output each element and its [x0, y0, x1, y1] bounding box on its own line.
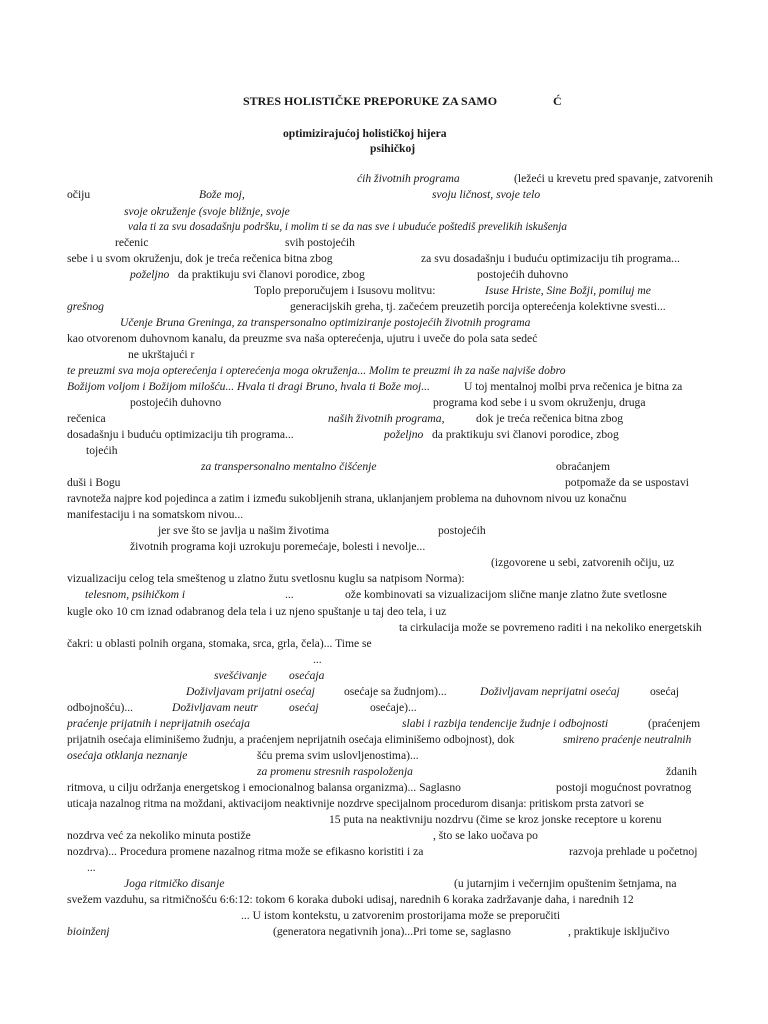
- text-fragment: svešćivanje: [214, 669, 267, 682]
- text-fragment: osećaja otklanja neznanje: [67, 749, 188, 762]
- text-fragment: postojećih: [438, 524, 486, 537]
- text-fragment: smireno praćenje neutralnih: [563, 734, 692, 746]
- text-fragment: Doživljavam neutr: [172, 701, 258, 714]
- text-fragment: ...: [313, 653, 322, 666]
- text-fragment: ...: [87, 861, 96, 874]
- text-fragment: ritmova, u cilju održanja energetskog i emocionalnog balansa organizma)... Saglasno: [67, 781, 461, 794]
- text-fragment: ždanih: [666, 765, 697, 778]
- text-fragment: (u jutarnjim i večernjim opuštenim šetnjama, na: [454, 877, 677, 890]
- text-fragment: poželjno: [130, 268, 170, 281]
- text-fragment: potpomaže da se uspostavi: [565, 476, 689, 489]
- text-fragment: svih postojećih: [285, 236, 355, 249]
- text-fragment: da praktikuju svi članovi porodice, zbog: [178, 268, 365, 281]
- text-fragment: Doživljavam neprijatni osećaj: [480, 685, 620, 698]
- text-fragment: Božijom voljom i Božijom milošću... Hvala ti dragi Bruno, hvala ti Bože moj...: [67, 380, 430, 393]
- text-fragment: ćih životnih programa: [357, 172, 460, 185]
- text-fragment: jer sve što se javlja u našim životima: [158, 524, 329, 537]
- text-fragment: (praćenjem: [648, 717, 701, 730]
- text-fragment: životnih programa koji uzrokuju poremećaje, bolesti i nevolje...: [130, 540, 426, 553]
- text-fragment: grešnog: [67, 300, 104, 313]
- text-fragment: rečenica: [67, 412, 106, 425]
- text-fragment: osećaja: [289, 669, 325, 682]
- text-fragment: , što se lako uočava po: [433, 829, 538, 842]
- text-fragment: osećaj: [289, 701, 319, 714]
- text-fragment: ta cirkulacija može se povremeno raditi i na nekoliko energetskih: [399, 621, 702, 634]
- text-fragment: poželjno: [384, 428, 424, 441]
- text-fragment: Isuse Hriste, Sine Božji, pomiluj me: [485, 284, 651, 297]
- text-fragment: nozdrva već za nekoliko minuta postiže: [67, 829, 251, 842]
- text-fragment: generacijskih greha, tj. začećem preuzetih porcija opterećenja kolektivne svesti...: [290, 300, 666, 313]
- text-fragment: čakri: u oblasti polnih organa, stomaka, srca, grla, čela)... Time se: [67, 637, 372, 650]
- text-fragment: U toj mentalnoj molbi prva rečenica je bitna za: [464, 380, 683, 393]
- text-fragment: ože kombinovati sa vizualizacijom slične manje zlatno žute svetlosne: [345, 588, 667, 601]
- text-fragment: rečenic: [115, 236, 149, 249]
- text-fragment: odbojnošću)...: [67, 701, 134, 714]
- text-fragment: dosadašnju i buduću optimizaciju tih programa...: [67, 428, 294, 441]
- text-fragment: svežem vazduhu, sa ritmičnošću 6:6:12: tokom 6 koraka duboki udisaj, narednih 6 koraka zadržavanje daha, i narednih 12: [67, 893, 634, 906]
- text-fragment: Bože moj,: [199, 188, 245, 201]
- text-fragment: svoje okruženje (svoje bližnje, svoje: [124, 205, 290, 218]
- document-subtitle-line1: optimizirajućoj holističkoj hijera: [283, 127, 447, 140]
- text-fragment: Toplo preporučujem i Isusovu molitvu:: [254, 284, 436, 297]
- text-fragment: vala ti za svu dosadašnju podršku, i molim ti se da nas sve i ubuduće poštediš prevelikih iskušenja: [128, 221, 567, 233]
- text-fragment: nozdrva)... Procedura promene nazalnog ritma može se efikasno koristiti i za: [67, 845, 424, 858]
- text-fragment: Doživljavam prijatni osećaj: [186, 685, 315, 698]
- text-fragment: postojećih duhovno: [477, 268, 569, 281]
- text-fragment: tojećih: [86, 444, 118, 457]
- text-fragment: te preuzmi sva moja opterećenja i opterećenja moga okruženja... Molim te preuzmi ih za naše najviše dobro: [67, 364, 566, 377]
- text-fragment: , praktikuje isključivo: [568, 925, 670, 938]
- text-fragment: vizualizaciju celog tela smeštenog u zlatno žutu svetlosnu kuglu sa natpisom Norma):: [67, 572, 465, 585]
- text-fragment: sebe i u svom okruženju, dok je treća rečenica bitna zbog: [67, 252, 333, 265]
- document-title: STRES HOLISTIČKE PREPORUKE ZA SAMO: [243, 94, 498, 108]
- document-title-suffix: Ć: [553, 94, 562, 108]
- text-fragment: bioinženj: [67, 925, 110, 938]
- text-fragment: (izgovorene u sebi, zatvorenih očiju, uz: [491, 556, 675, 569]
- text-fragment: (ležeći u krevetu pred spavanje, zatvorenih: [514, 172, 713, 185]
- text-fragment: za promenu stresnih raspoloženja: [257, 765, 413, 778]
- text-fragment: Učenje Bruna Greninga, za transpersonalno optimiziranje postojećih životnih programa: [120, 316, 531, 329]
- text-fragment: kao otvorenom duhovnom kanalu, da preuzme sva naša opterećenja, ujutru i uveče do pola sata sedeć: [67, 332, 538, 345]
- text-fragment: za svu dosadašnju i buduću optimizaciju tih programa...: [421, 252, 680, 265]
- text-fragment: svoju ličnost, svoje telo: [432, 188, 541, 201]
- text-fragment: očiju: [67, 188, 91, 201]
- text-fragment: manifestaciju i na somatskom nivou...: [67, 508, 244, 521]
- text-fragment: razvoja prehlade u početnoj: [569, 845, 698, 858]
- text-fragment: (generatora negativnih jona)...Pri tome se, saglasno: [273, 925, 511, 938]
- text-fragment: šću prema svim uslovljenostima)...: [257, 749, 419, 762]
- text-fragment: osećaje)...: [370, 701, 417, 714]
- text-fragment: naših životnih programa,: [328, 412, 445, 425]
- text-fragment: slabi i razbija tendencije žudnje i odbojnosti: [402, 717, 609, 730]
- text-fragment: osećaj: [650, 685, 679, 698]
- text-fragment: duši i Bogu: [67, 476, 121, 489]
- text-fragment: postojećih duhovno: [130, 396, 222, 409]
- text-fragment: osećaje sa žudnjom)...: [344, 685, 447, 698]
- text-fragment: prijatnih osećaja eliminišemo žudnju, a praćenjem neprijatnih osećaja eliminišemo odbojnost), dok: [67, 734, 515, 746]
- text-fragment: obraćanjem: [556, 460, 611, 473]
- text-fragment: ... U istom kontekstu, u zatvorenim prostorijama može se preporučiti: [241, 909, 561, 922]
- text-fragment: praćenje prijatnih i neprijatnih osećaja: [67, 717, 250, 730]
- text-fragment: da praktikuju svi članovi porodice, zbog: [432, 428, 619, 441]
- text-fragment: 15 puta na neaktivniju nozdrvu (čime se kroz jonske receptore u korenu: [329, 813, 662, 826]
- text-fragment: telesnom, psihičkom i: [85, 588, 186, 601]
- text-fragment: ne ukrštajući r: [128, 348, 195, 361]
- document-subtitle-line2: psihičkoj: [370, 142, 416, 155]
- text-fragment: postoji mogućnost povratnog: [556, 781, 692, 794]
- text-fragment: ravnoteža najpre kod pojedinca a zatim i između sukobljenih strana, uklanjanjem problema na duhovnom nivou uz konačnu: [67, 493, 627, 505]
- text-fragment: dok je treća rečenica bitna zbog: [476, 412, 624, 425]
- text-fragment: za transpersonalno mentalno čišćenje: [201, 460, 377, 473]
- text-fragment: Joga ritmičko disanje: [124, 877, 225, 890]
- text-fragment: ...: [285, 588, 294, 601]
- text-fragment: uticaja nazalnog ritma na moždani, aktivacijom neaktivnije nozdrve specijalnom procedurom disanja: pritiskom prsta zatvori se: [67, 798, 644, 810]
- text-fragment: programa kod sebe i u svom okruženju, druga: [433, 396, 646, 409]
- text-fragment: kugle oko 10 cm iznad odabranog dela tela i uz njeno spuštanje u taj deo tela, i uz: [67, 605, 447, 618]
